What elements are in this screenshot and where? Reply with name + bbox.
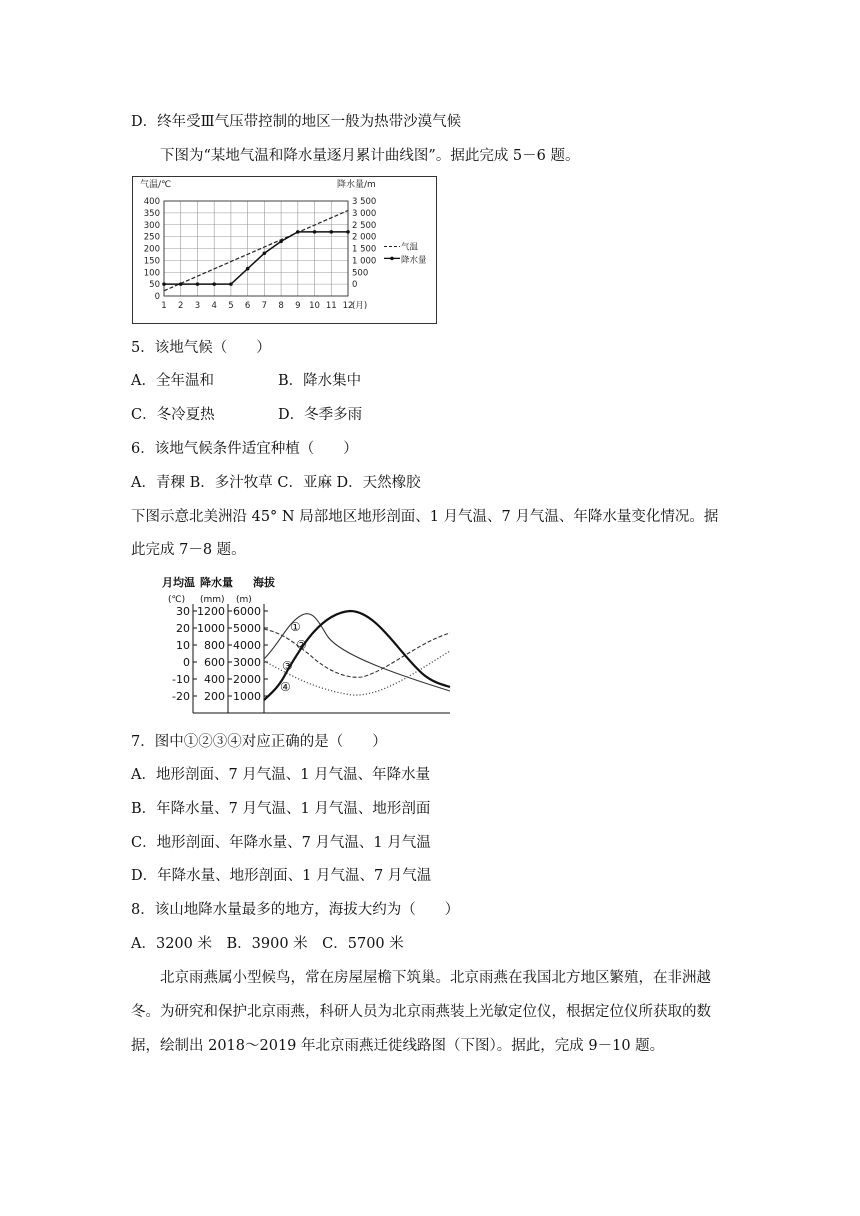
x-tick-label: 3 [194,301,201,311]
q7-stem: 7．图中①②③④对应正确的是（ ） [131,734,387,750]
x-unit-label: (月) [352,301,368,311]
x-tick-label: 7 [261,301,268,311]
series-label: ③ [282,659,293,673]
right-tick-label: 2 000 [352,232,377,243]
precipitation-point [279,240,283,244]
left-tick-label: 350 [143,208,160,219]
precipitation-point [229,282,233,286]
x-tick-label: 10 [309,301,320,311]
right-tick-label: 3 000 [352,208,377,219]
intro-q9-10-line3: 据，绘制出 2018～2019 年北京雨燕迁徙线路图（下图）。据此，完成 9－10 题。 [131,1038,665,1054]
right-axis-label: 降水量/m [337,180,376,190]
precipitation-point [246,267,250,271]
x-tick-label: 4 [211,301,217,311]
precipitation-point [212,282,216,286]
axis-unit-temperature: (℃) [168,595,186,605]
q5-stem: 5．该地气候（ ） [131,340,271,356]
series-label: ② [296,638,307,652]
elevation-tick-label: 2000 [233,673,261,686]
right-tick-label: 1 000 [352,256,377,267]
elevation-tick-label: 1000 [233,690,261,703]
precipitation-tick-label: 800 [204,639,225,652]
elevation-tick-label: 6000 [233,605,261,618]
q7-option-a: A．地形剖面、7 月气温、1 月气温、年降水量 [131,767,431,783]
q6-stem: 6．该地气候条件适宜种植（ ） [131,441,358,457]
x-tick-label: 2 [178,301,184,311]
intro-q7-8-line2: 此完成 7－8 题。 [131,542,246,558]
axis-unit-elevation: (m) [236,595,252,605]
q7-option-d: D．年降水量、地形剖面、1 月气温、7 月气温 [131,868,432,884]
intro-q5-6: 下图为“某地气温和降水量逐月累计曲线图”。据此完成 5－6 题。 [160,148,580,164]
q7-option-b: B．年降水量、7 月气温、1 月气温、地形剖面 [131,801,431,817]
intro-q9-10-line2: 冬。为研究和保护北京雨燕，科研人员为北京雨燕装上光敏定位仪，根据定位仪所获取的数 [131,1004,711,1020]
axis-unit-precipitation: (mm) [200,595,225,605]
x-tick-label: 5 [228,301,234,311]
precipitation-point [313,230,317,234]
precipitation-tick-label: 400 [204,673,225,686]
series-label: ① [290,620,301,634]
precipitation-point [162,282,166,286]
axis-title-elevation: 海拔 [253,576,275,589]
precipitation-point [346,230,350,234]
x-tick-label: 8 [278,301,284,311]
left-tick-label: 50 [149,280,160,291]
right-tick-label: 0 [352,280,358,291]
legend-precipitation-dot [390,257,394,261]
q5-option-a: A．全年温和 [131,373,214,389]
axis-title-precipitation: 降水量 [200,576,233,589]
x-tick-label: 12 [342,301,354,311]
x-tick-label: 6 [244,301,251,311]
q5-option-d: D．冬季多雨 [278,407,363,423]
elevation-tick-label: 4000 [233,639,261,652]
left-tick-label: 0 [154,292,160,302]
axis-title-temperature: 月均温 [162,576,195,589]
left-axis-label: 气温/℃ [140,180,172,190]
precipitation-tick-label: 1000 [197,622,225,635]
x-tick-label: 9 [295,301,301,311]
precipitation-point [196,282,200,286]
temperature-tick-label: 0 [183,656,190,669]
temperature-tick-label: -10 [172,673,190,686]
elevation-tick-label: 5000 [233,622,261,635]
right-tick-label: 3 500 [352,197,377,207]
right-tick-label: 1 500 [352,244,377,255]
temperature-tick-label: 30 [176,605,190,618]
x-tick-label: 1 [161,301,167,311]
temperature-tick-label: -20 [172,690,190,703]
elevation-tick-label: 3000 [233,656,261,669]
q4-option-d: D．终年受Ⅲ气压带控制的地区一般为热带沙漠气候 [131,114,462,130]
precipitation-point [179,282,183,286]
intro-q9-10-line1: 北京雨燕属小型候鸟，常在房屋屋檐下筑巢。北京雨燕在我国北方地区繁殖，在非洲越 [160,970,711,986]
q8-options: A．3200 米 B．3900 米 C．5700 米 [131,936,404,952]
left-tick-label: 400 [143,197,160,207]
left-tick-label: 250 [143,232,160,243]
left-tick-label: 150 [143,256,160,267]
left-tick-label: 200 [143,244,160,255]
q6-options: A．青稞 B．多汁牧草 C．亚麻 D．天然橡胶 [131,475,421,491]
left-tick-label: 300 [143,220,160,231]
precipitation-tick-label: 1200 [197,605,225,618]
temperature-tick-label: 10 [176,639,190,652]
x-tick-label: 11 [325,301,337,311]
cumulative-climate-chart [132,176,437,324]
q7-option-c: C．地形剖面、年降水量、7 月气温、1 月气温 [131,835,431,851]
precipitation-tick-label: 200 [204,690,225,703]
temperature-tick-label: 20 [176,622,190,635]
q5-option-c: C．冬冷夏热 [131,407,215,423]
legend-temperature-label: 气温 [401,242,419,253]
series-label: ④ [280,680,291,694]
precipitation-point [329,230,333,234]
intro-q7-8-line1: 下图示意北美洲沿 45° N 局部地区地形剖面、1 月气温、7 月气温、年降水量变化情况。据 [131,509,719,525]
legend-precipitation-label: 降水量 [401,255,427,266]
q5-option-b: B．降水集中 [278,373,362,389]
precipitation-tick-label: 600 [204,656,225,669]
right-tick-label: 500 [352,268,369,279]
right-tick-label: 2 500 [352,220,377,231]
q8-stem: 8．该山地降水量最多的地方，海拔大约为（ ） [131,902,460,918]
precipitation-point [263,251,267,255]
profile-climate-chart [162,573,454,718]
left-tick-label: 100 [143,268,160,279]
precipitation-point [296,230,300,234]
